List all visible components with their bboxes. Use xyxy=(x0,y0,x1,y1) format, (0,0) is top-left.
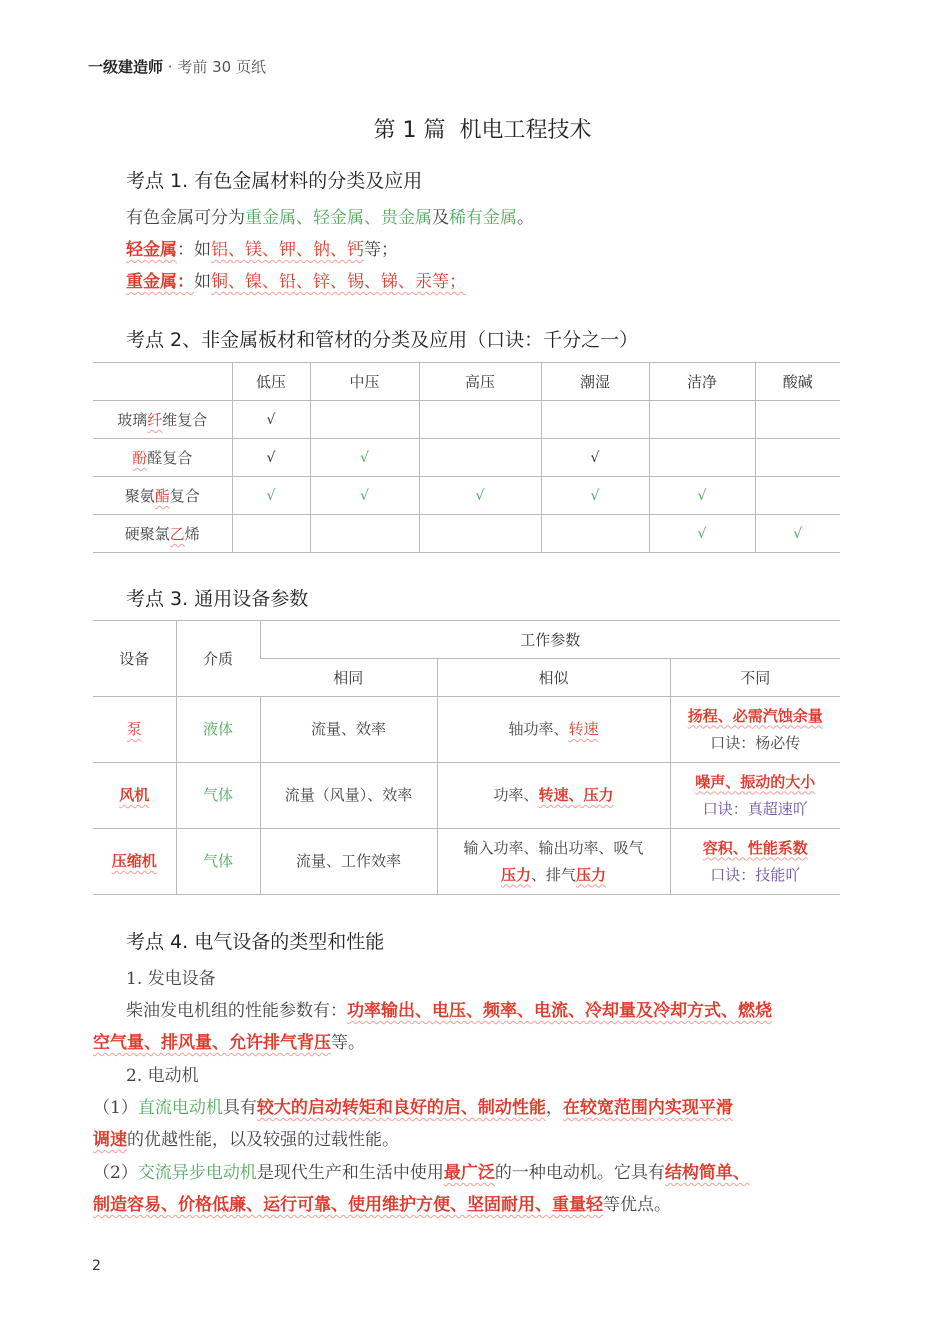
similar-cell xyxy=(437,829,670,895)
paragraph-dc-motor-cont xyxy=(93,1125,399,1155)
text: 等优点。 xyxy=(603,1195,671,1215)
paragraph-diesel-cont xyxy=(93,1028,365,1058)
device-name: 压缩机 xyxy=(111,852,157,870)
table-row xyxy=(93,515,840,553)
section2-heading: 考点 2、非金属板材和管材的分类及应用（口诀：千分之一） xyxy=(126,329,639,351)
table-row xyxy=(93,401,840,439)
same-cell: 流量（风量）、效率 xyxy=(260,763,437,829)
check-cell xyxy=(541,515,649,553)
light-metal-label: 轻金属 xyxy=(126,240,177,260)
text: 有色金属可分为 xyxy=(126,208,245,228)
highlight: 较大的启动转矩和良好的启、制动性能 xyxy=(256,1098,546,1118)
heavy-metal-items: 铜、镍、铅、锌、锡、锑、汞等； xyxy=(211,272,466,292)
page-title: 第 1 篇 机电工程技术 xyxy=(373,118,592,143)
different-params: 容积、性能系数 xyxy=(702,838,808,857)
page-header xyxy=(88,56,266,77)
highlight: 最广泛 xyxy=(443,1163,495,1183)
column-header: 洁净 xyxy=(649,363,755,401)
highlight: 调速 xyxy=(93,1130,127,1150)
text: 复合 xyxy=(169,487,200,505)
different-params: 扬程、必需汽蚀余量 xyxy=(687,706,823,725)
check-cell xyxy=(310,515,419,553)
check-cell: √ xyxy=(310,477,419,515)
text: （1） xyxy=(93,1098,138,1118)
column-header-device: 设备 xyxy=(93,621,176,697)
check-cell xyxy=(419,515,541,553)
page-number: 2 xyxy=(92,1258,101,1274)
check-cell xyxy=(232,515,310,553)
sep: 、 xyxy=(364,208,381,228)
check-cell: √ xyxy=(649,477,755,515)
highlight: 制造容易、价格低廉、运行可靠、使用维护方便、坚固耐用、重量轻 xyxy=(93,1195,603,1215)
column-header xyxy=(93,363,232,401)
term-dc-motor: 直流电动机 xyxy=(137,1098,223,1118)
column-header-params: 工作参数 xyxy=(260,621,840,659)
text: 烯 xyxy=(184,525,200,543)
row-label xyxy=(93,477,232,515)
sep: 、 xyxy=(296,208,313,228)
check-cell: √ xyxy=(232,439,310,477)
different-cell xyxy=(670,697,840,763)
text: 具有 xyxy=(222,1098,257,1118)
highlight: 空气量、排风量、允许排气背压 xyxy=(93,1033,331,1053)
same-cell: 流量、效率 xyxy=(260,697,437,763)
nonmetal-table xyxy=(93,362,840,553)
text: ：如 xyxy=(177,240,211,260)
device-cell xyxy=(93,829,176,895)
text: 、排气 xyxy=(530,865,576,884)
text: （2） xyxy=(93,1163,138,1183)
term-rare-metal: 稀有金属 xyxy=(449,208,517,228)
text: 及 xyxy=(432,208,449,228)
header-separator: · xyxy=(167,58,173,76)
check-cell: √ xyxy=(232,401,310,439)
device-cell xyxy=(93,763,176,829)
text: 的一种电动机。它具有 xyxy=(494,1163,665,1183)
term-precious-metal: 贵金属 xyxy=(381,208,432,228)
text: 。 xyxy=(517,208,534,228)
heavy-metal-label: 重金属： xyxy=(126,272,194,292)
section1-line1 xyxy=(126,203,534,233)
column-header: 中压 xyxy=(310,363,419,401)
check-cell xyxy=(649,439,755,477)
table-header-row xyxy=(93,621,840,659)
highlight: 纤 xyxy=(147,411,163,429)
highlight: 压力 xyxy=(500,865,531,884)
equipment-params-table xyxy=(93,620,840,895)
highlight: 乙 xyxy=(169,525,185,543)
subheading-power-generation: 1. 发电设备 xyxy=(126,969,216,989)
table-row xyxy=(93,439,840,477)
highlight: 酚 xyxy=(132,449,148,467)
check-cell: √ xyxy=(310,439,419,477)
text: 维复合 xyxy=(162,411,208,429)
check-cell: √ xyxy=(541,439,649,477)
text: 轴功率、 xyxy=(508,720,569,738)
highlight: 转速、压力 xyxy=(538,786,614,804)
text: 等。 xyxy=(331,1033,365,1053)
light-metal-items: 铝、镁、钾、钠、钙 xyxy=(211,240,364,260)
text: 是现代生产和生活中使用 xyxy=(256,1163,444,1183)
table-row xyxy=(93,477,840,515)
medium-cell: 液体 xyxy=(176,697,260,763)
device-name: 泵 xyxy=(126,720,142,738)
row-label xyxy=(93,401,232,439)
check-cell: √ xyxy=(419,477,541,515)
highlight: 在较宽范围内实现平滑 xyxy=(562,1098,733,1118)
highlight: 压力 xyxy=(576,865,607,884)
table-row xyxy=(93,697,840,763)
term-light-metal: 轻金属 xyxy=(313,208,364,228)
subheading-motor: 2. 电动机 xyxy=(126,1066,199,1086)
similar-cell xyxy=(437,763,670,829)
table-row xyxy=(93,829,840,895)
term-heavy-metal: 重金属 xyxy=(245,208,296,228)
check-cell xyxy=(310,401,419,439)
check-cell xyxy=(541,401,649,439)
text: 聚氨 xyxy=(124,487,155,505)
same-cell: 流量、工作效率 xyxy=(260,829,437,895)
column-header: 低压 xyxy=(232,363,310,401)
device-name: 风机 xyxy=(119,786,150,804)
column-header-same: 相同 xyxy=(260,659,437,697)
paragraph-ac-motor-cont xyxy=(93,1190,671,1220)
column-header: 潮湿 xyxy=(541,363,649,401)
paragraph-diesel xyxy=(126,996,772,1026)
check-cell: √ xyxy=(232,477,310,515)
check-cell xyxy=(755,439,840,477)
text: 玻璃 xyxy=(117,411,148,429)
header-subtitle: 考前 30 页纸 xyxy=(177,58,266,76)
check-cell: √ xyxy=(541,477,649,515)
check-cell: √ xyxy=(755,515,840,553)
text: 等； xyxy=(364,240,398,260)
column-header-different: 不同 xyxy=(670,659,840,697)
text: ， xyxy=(545,1098,563,1118)
text: 输入功率、输出功率、吸气 xyxy=(463,838,644,857)
different-cell xyxy=(670,763,840,829)
text: 柴油发电机组的性能参数有： xyxy=(126,1001,347,1021)
highlight: 转速 xyxy=(568,720,599,738)
mnemonic: 口诀：真超速吖 xyxy=(702,799,808,818)
row-label xyxy=(93,439,232,477)
paragraph-ac-motor xyxy=(93,1158,750,1188)
column-header-medium: 介质 xyxy=(176,621,260,697)
section1-line2 xyxy=(126,235,398,265)
check-cell xyxy=(649,401,755,439)
check-cell xyxy=(755,401,840,439)
highlight: 酯 xyxy=(154,487,170,505)
text: 功率、 xyxy=(493,786,539,804)
highlight: 功率输出、电压、频率、电流、冷却量及冷却方式、燃烧 xyxy=(347,1001,772,1021)
section4-heading: 考点 4. 电气设备的类型和性能 xyxy=(126,931,385,953)
column-header: 高压 xyxy=(419,363,541,401)
check-cell xyxy=(419,401,541,439)
different-params: 噪声、振动的大小 xyxy=(695,772,816,791)
check-cell xyxy=(419,439,541,477)
section1-line3 xyxy=(126,267,466,297)
column-header-similar: 相似 xyxy=(437,659,670,697)
medium-cell: 气体 xyxy=(176,829,260,895)
text: 如 xyxy=(194,272,211,292)
column-header: 酸碱 xyxy=(755,363,840,401)
similar-cell xyxy=(437,697,670,763)
mnemonic: 口诀：技能吖 xyxy=(710,865,801,884)
text: 的优越性能，以及较强的过载性能。 xyxy=(127,1130,399,1150)
text: 醛复合 xyxy=(147,449,193,467)
section3-heading: 考点 3. 通用设备参数 xyxy=(126,588,309,610)
mnemonic: 口诀：杨必传 xyxy=(710,733,801,752)
check-cell: √ xyxy=(649,515,755,553)
header-brand: 一级建造师 xyxy=(88,58,164,76)
table-row xyxy=(93,763,840,829)
term-ac-motor: 交流异步电动机 xyxy=(137,1163,257,1183)
highlight: 结构简单、 xyxy=(664,1163,750,1183)
medium-cell: 气体 xyxy=(176,763,260,829)
text: 硬聚氯 xyxy=(124,525,170,543)
different-cell xyxy=(670,829,840,895)
device-cell xyxy=(93,697,176,763)
check-cell xyxy=(755,477,840,515)
paragraph-dc-motor xyxy=(93,1093,733,1123)
table-header-row xyxy=(93,363,840,401)
row-label xyxy=(93,515,232,553)
section1-heading: 考点 1. 有色金属材料的分类及应用 xyxy=(126,170,423,192)
